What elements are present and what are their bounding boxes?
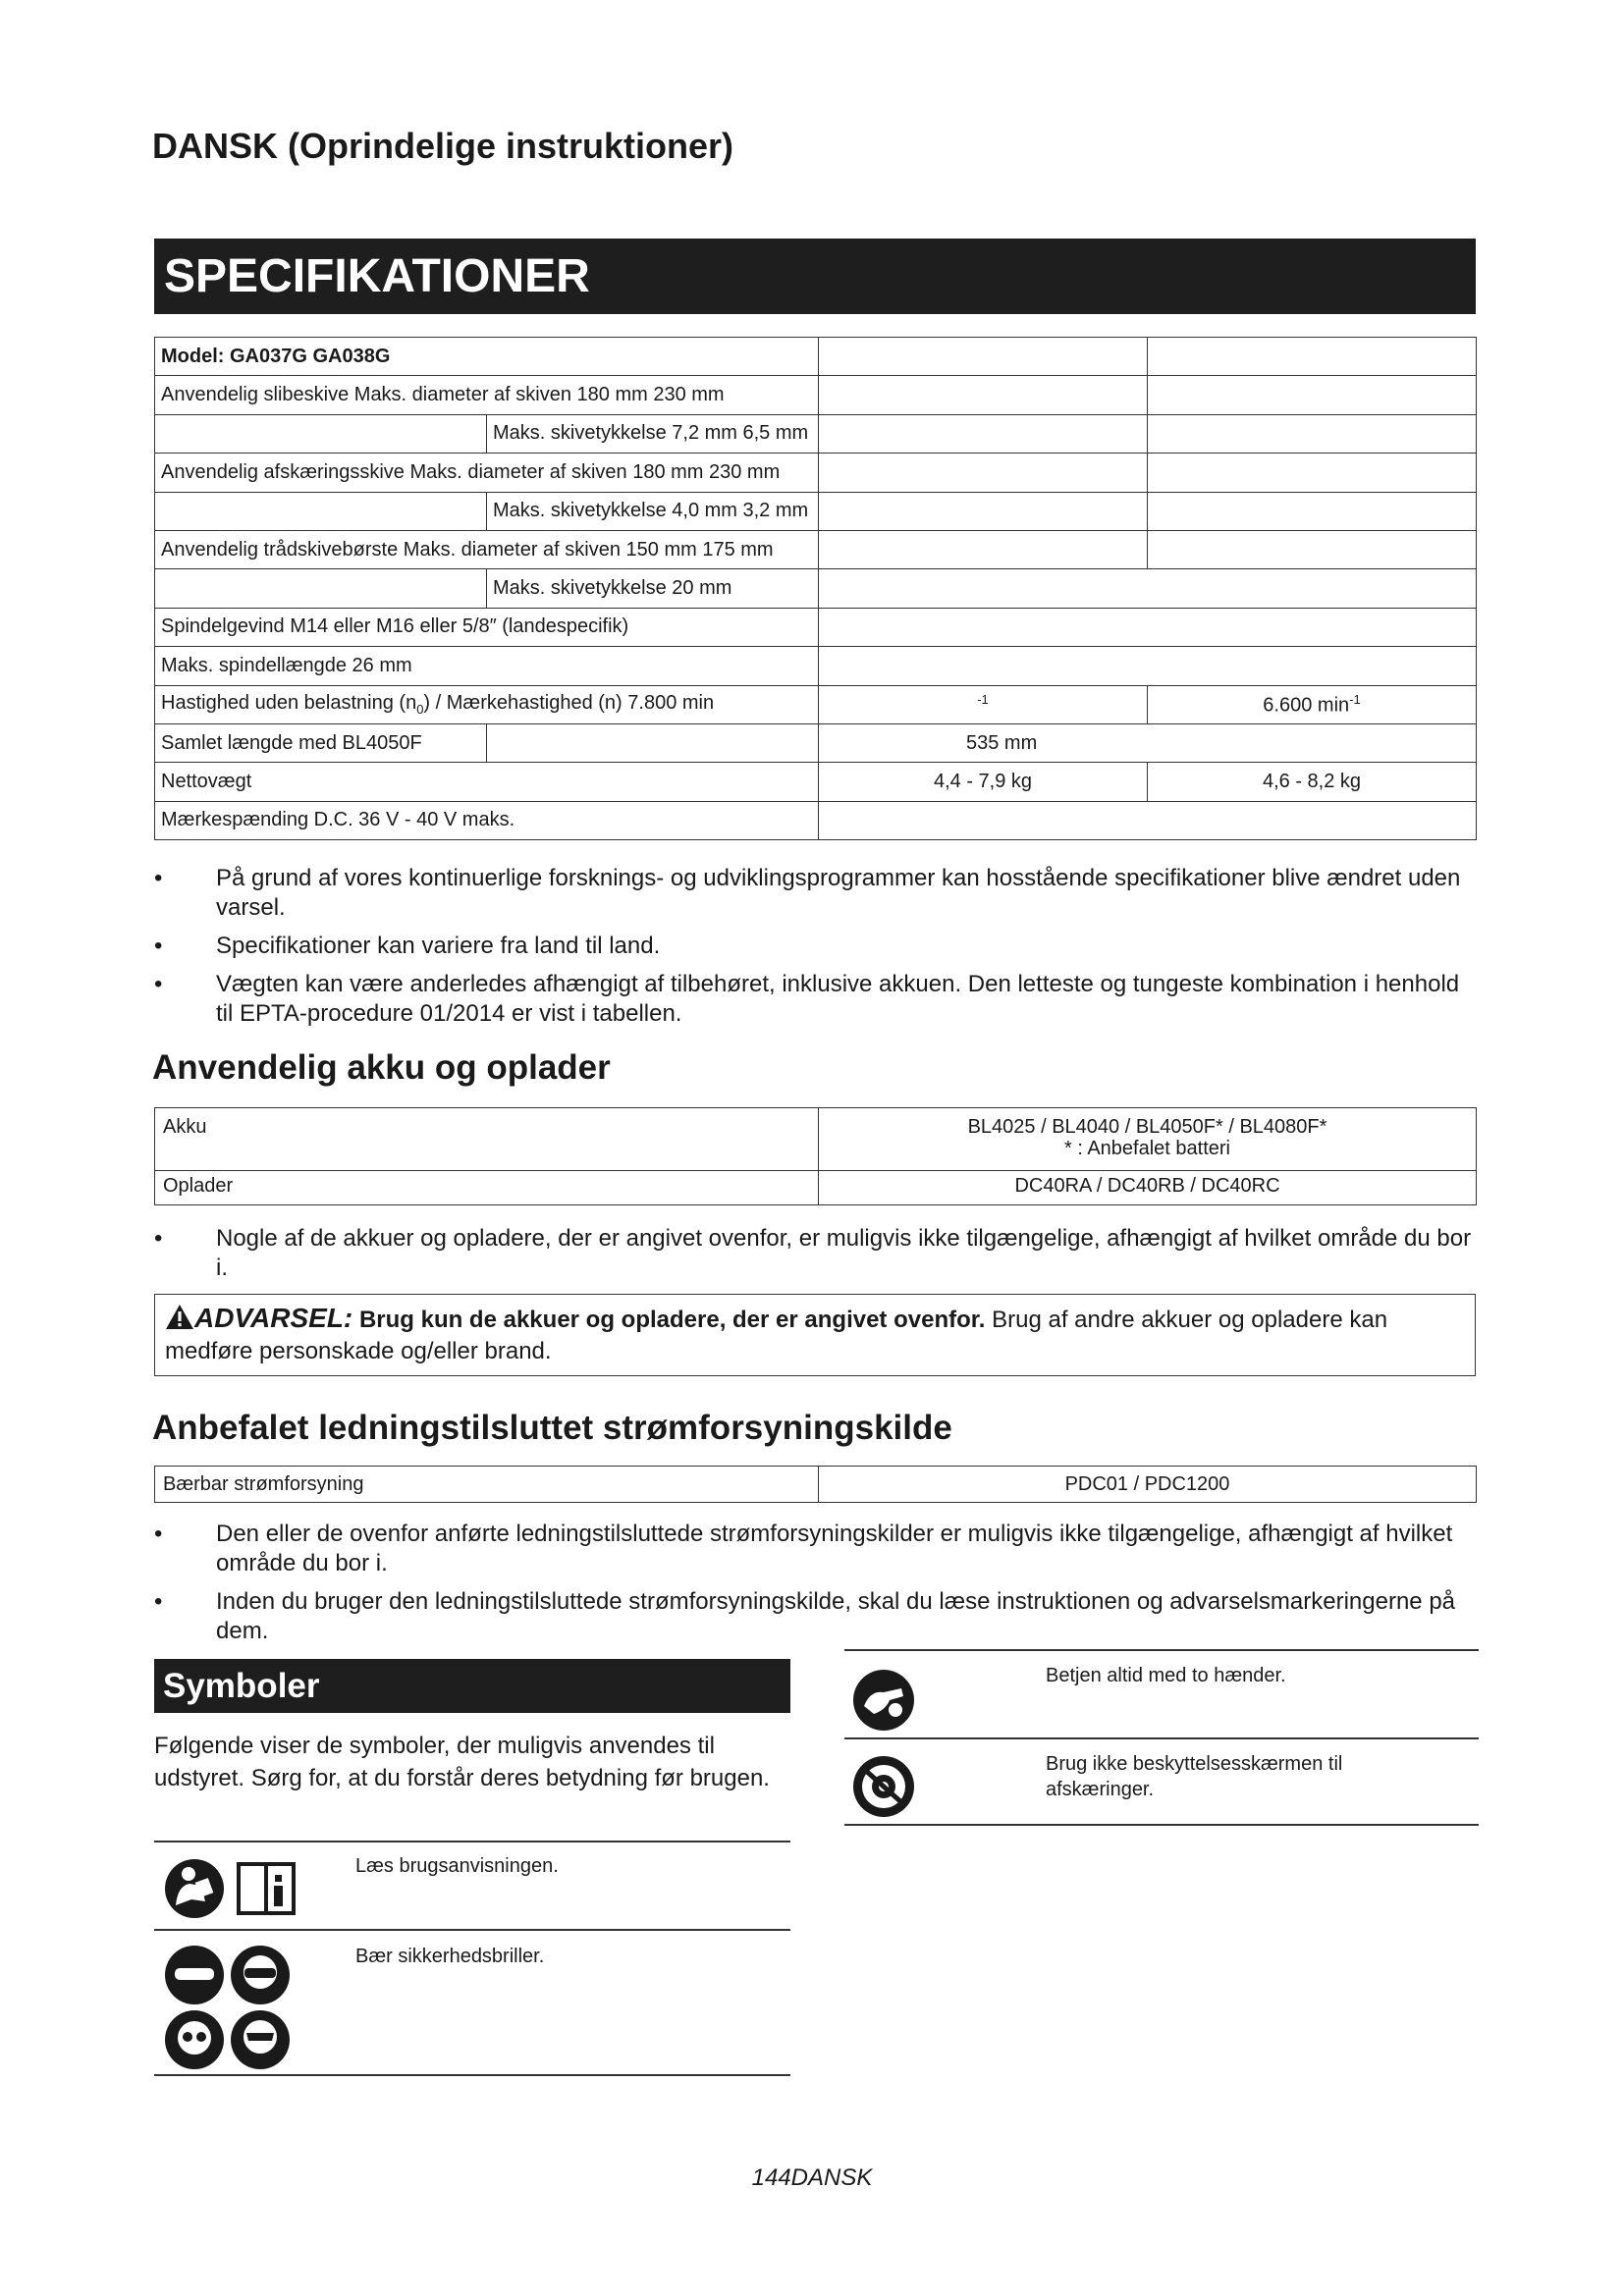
page-language-title: DANSK (Oprindelige instruktioner) (152, 126, 734, 166)
akku-value-cell (819, 1108, 1477, 1171)
table-row (155, 1108, 1477, 1171)
specifications-table (154, 337, 1477, 840)
power-supply-label-cell: Bærbar strømforsyning (155, 1467, 819, 1503)
spindle-thread-cell: Spindelgevind M14 eller M16 eller 5/8″ (landespecifik) (155, 608, 819, 646)
overall-length-label-cell: Samlet længde med BL4050F (155, 723, 487, 762)
spindle-length-cell: Maks. spindellængde 26 mm (155, 647, 819, 685)
no-load-speed-label-cell: Hastighed uden belastning $(n_0)$ / Mærkehastighed (n) 7.800 min (155, 685, 819, 723)
warning-label: ADVARSEL: (194, 1303, 353, 1333)
akku-recommended-note: * : Anbefalet batteri (1063, 1138, 1230, 1159)
table-row (155, 414, 1477, 453)
list-item: • Inden du bruger den ledningstilsluttede strømforsyningskilde, skal du læse instruktionen og advarselsmarkeringerne på dem. (154, 1587, 1480, 1646)
table-row (155, 376, 1477, 414)
symbol-text-safety-glasses: Bær sikkerhedsbriller. (355, 1946, 545, 1967)
charger-label-cell: Oplader (155, 1171, 819, 1205)
no-load-speed-a-cell: -1 (819, 685, 1148, 723)
warning-strong-text: Brug kun de akkuer og opladere, der er angivet ovenfor. (358, 1307, 986, 1333)
safety-glasses-icon (162, 1943, 295, 2072)
table-row (155, 530, 1477, 568)
net-weight-a-cell: 4,4 - 7,9 kg (819, 763, 1148, 801)
power-supply-value-cell: PDC01 / PDC1200 (819, 1467, 1477, 1503)
cutting-wheel-diameter-cell: Anvendelig afskæringsskive Maks. diameter af skiven 180 mm 230 mm (155, 454, 819, 492)
power-section-heading: Anbefalet ledningstilsluttet strømforsyningskilde (152, 1409, 952, 1447)
symbols-intro: Følgende viser de symboler, der muligvis anvendes til udstyret. Sørg for, at du forstår deres betydning før brugen. (154, 1733, 770, 1791)
two-hands-icon (850, 1667, 917, 1734)
table-row (155, 801, 1477, 839)
akku-label-cell: Akku (155, 1108, 819, 1171)
warning-triangle-icon (165, 1304, 194, 1330)
table-row (155, 647, 1477, 685)
wire-brush-thickness-cell: Maks. skivetykkelse 20 mm (487, 569, 819, 608)
table-row (155, 1467, 1477, 1503)
list-item: • Specifikationer kan variere fra land til land. (154, 932, 1480, 961)
power-supply-table (154, 1466, 1477, 1503)
list-item: • Den eller de ovenfor anførte ledningstilsluttede strømforsyningskilder er muligvis ikke tilgængelige, afhængigt af hvilket område du bor i. (154, 1520, 1480, 1578)
model-cell: Model: GA037G GA038G (155, 338, 819, 376)
grinding-wheel-thickness-cell: Maks. skivetykkelse 7,2 mm 6,5 mm (487, 414, 819, 453)
net-weight-label-cell: Nettovægt (155, 763, 819, 801)
list-item: • Vægten kan være anderledes afhængigt af tilbehøret, inklusive akkuen. Den letteste og tungeste kombination i henhold til EPTA-procedure 01/2014 er vist i tabellen. (154, 970, 1480, 1029)
table-row (155, 608, 1477, 646)
grinding-wheel-diameter-cell: Anvendelig slibeskive Maks. diameter af skiven 180 mm 230 mm (155, 376, 819, 414)
table-row (155, 569, 1477, 608)
symbols-heading: Symboler (154, 1659, 790, 1713)
symbol-row-read-manual (154, 1841, 790, 1929)
symbol-text-no-guard-cutting: Brug ikke beskyttelsesskærmen til afskæringer. (1046, 1753, 1343, 1800)
overall-length-value-cell: 535 mm (819, 723, 1477, 762)
table-row (155, 1171, 1477, 1205)
wire-brush-diameter-cell: Anvendelig trådskivebørste Maks. diameter af skiven 150 mm 175 mm (155, 530, 819, 568)
specifications-notes (154, 864, 1480, 1038)
akku-models: BL4025 / BL4040 / BL4050F* / BL4080F* (967, 1116, 1327, 1138)
battery-notes (154, 1224, 1480, 1292)
charger-value-cell: DC40RA / DC40RB / DC40RC (819, 1171, 1477, 1205)
table-row (155, 685, 1477, 723)
cutting-wheel-thickness-cell: Maks. skivetykkelse 4,0 mm 3,2 mm (487, 492, 819, 530)
battery-table (154, 1107, 1477, 1205)
list-item: • På grund af vores kontinuerlige forsknings- og udviklingsprogrammer kan hosstående specifikationer blive ændret uden varsel. (154, 864, 1480, 923)
table-row (155, 454, 1477, 492)
table-row (155, 338, 1477, 376)
table-row (155, 763, 1477, 801)
page-number: 144DANSK (751, 2164, 873, 2191)
warning-box (154, 1294, 1476, 1376)
rated-voltage-cell: Mærkespænding D.C. 36 V - 40 V maks. (155, 801, 819, 839)
table-row (155, 492, 1477, 530)
symbol-row-safety-glasses (154, 1929, 790, 2076)
list-item: • Nogle af de akkuer og opladere, der er angivet ovenfor, er muligvis ikke tilgængelige, afhængigt af hvilket område du bor i. (154, 1224, 1480, 1283)
warning-text: Brug af andre akkuer og opladere kan medføre personskade og/eller brand. (165, 1307, 1388, 1364)
net-weight-b-cell: 4,6 - 8,2 kg (1148, 763, 1477, 801)
symbol-row-no-guard-cutting (844, 1737, 1479, 1826)
specifications-heading: SPECIFIKATIONER (154, 239, 1476, 314)
power-notes (154, 1520, 1480, 1655)
no-load-speed-b-cell: 6.600 $\min^{-1}$ (1148, 685, 1477, 723)
symbol-text-two-hands: Betjen altid med to hænder. (1046, 1665, 1286, 1686)
table-row (155, 723, 1477, 762)
battery-section-heading: Anvendelig akku og oplader (152, 1048, 611, 1087)
read-manual-icon (162, 1856, 299, 1921)
symbol-text-read-manual: Læs brugsanvisningen. (355, 1855, 559, 1877)
symbol-row-two-hands (844, 1649, 1479, 1737)
no-guard-cutting-icon (850, 1753, 917, 1820)
